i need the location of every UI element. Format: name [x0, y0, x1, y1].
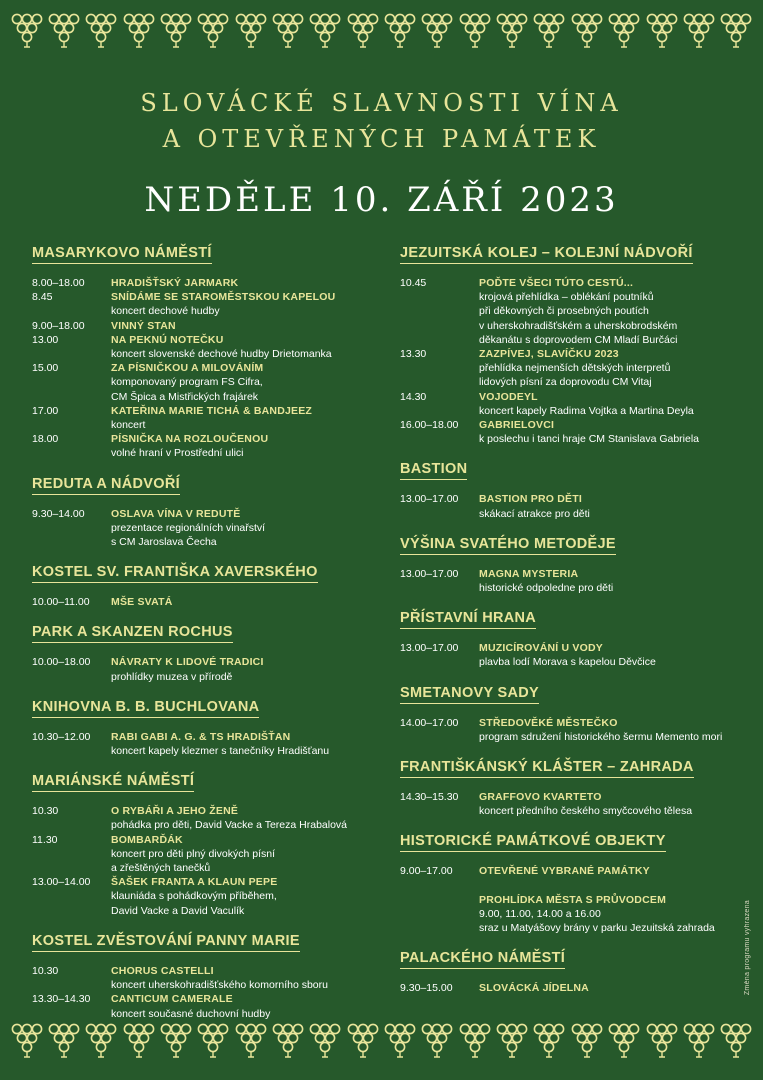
event-name: OTEVŘENÉ VYBRANÉ PAMÁTKY	[479, 865, 650, 878]
event-time: 14.00–17.00	[400, 716, 459, 729]
event-description: koncert současné duchovní hudby	[111, 1007, 271, 1020]
event-name: VINNÝ STAN	[111, 319, 176, 332]
event-row	[32, 507, 372, 550]
grape-cluster-icon	[10, 11, 44, 49]
event-description: prezentace regionálních vinařství	[111, 521, 266, 534]
event-description: klauniáda s pohádkovým příběhem,	[111, 890, 277, 903]
event-name: NA PEKNÚ NOTEČKU	[111, 333, 224, 346]
festival-date: NEDĚLE 10. ZÁŘÍ 2023	[144, 180, 619, 220]
event-time: 13.00	[32, 333, 59, 346]
event-name: GRAFFOVO KVARTETO	[479, 791, 602, 804]
venue-title: JEZUITSKÁ KOLEJ – KOLEJNÍ NÁDVOŘÍ	[400, 244, 693, 264]
event-name	[479, 879, 740, 893]
event-row	[400, 347, 740, 390]
event-description: koncert předního českého smyčcového tělesa	[479, 805, 693, 818]
venue-section	[32, 698, 372, 758]
event-description: koncert dechové hudby	[111, 305, 220, 318]
event-row	[400, 879, 740, 893]
grape-cluster-icon	[84, 11, 118, 49]
grape-cluster-icon	[570, 11, 604, 49]
event-time: 13.30–14.30	[32, 993, 91, 1006]
event-description: pohádka pro děti, David Vacke a Tereza Hrabalová	[111, 819, 348, 832]
event-description: koncert pro děti plný divokých písní	[111, 847, 276, 860]
event-name: SLOVÁCKÁ JÍDELNA	[479, 982, 589, 995]
event-description: historické odpoledne pro děti	[479, 582, 614, 595]
event-name: POĎTE VŠECI TÚTO CESTÚ...	[479, 277, 634, 289]
event-time: 10.45	[400, 277, 427, 289]
venue-section	[400, 609, 740, 669]
grape-cluster-icon	[719, 1021, 753, 1059]
event-time	[400, 879, 479, 893]
event-description: lidových písní za doprovodu CM Vitaj	[479, 376, 652, 389]
event-name: ŠAŠEK FRANTA A KLAUN PEPE	[111, 876, 278, 889]
grape-cluster-icon	[47, 11, 81, 49]
grape-cluster-icon	[420, 11, 454, 49]
grape-cluster-icon	[495, 11, 529, 49]
event-row	[32, 833, 372, 876]
event-description: program sdružení historického šermu Memento mori	[479, 730, 723, 743]
event-row	[400, 981, 740, 995]
event-time: 17.00	[32, 404, 59, 417]
event-description: David Vacke a David Vaculík	[111, 904, 245, 917]
grape-cluster-icon	[532, 11, 566, 49]
event-time: 13.30	[400, 348, 427, 361]
festival-title-line1: SLOVÁCKÉ SLAVNOSTI VÍNA	[140, 89, 623, 117]
event-time: 9.00–18.00	[32, 319, 85, 332]
event-row	[32, 875, 372, 918]
event-description: k poslechu i tanci hraje CM Stanislava Gabriela	[479, 433, 700, 446]
event-description: koncert kapely Radima Vojtka a Martina Deyla	[479, 404, 694, 417]
event-name: HRADIŠŤSKÝ JARMARK	[111, 277, 239, 289]
event-description: v uherskohradišťském a uherskobrodském	[479, 319, 678, 332]
venue-title: HISTORICKÉ PAMÁTKOVÉ OBJEKTY	[400, 832, 666, 852]
venue-title: FRANTIŠKÁNSKÝ KLÁŠTER – ZAHRADA	[400, 758, 694, 778]
event-description: krojová přehlídka – oblékání poutníků	[479, 291, 654, 304]
venue-section	[32, 932, 372, 1021]
grape-cluster-icon	[159, 11, 193, 49]
event-time: 10.30	[32, 964, 59, 977]
event-row	[32, 290, 372, 318]
event-time	[400, 893, 479, 936]
event-row	[32, 404, 372, 432]
venue-title: MASARYKOVO NÁMĚSTÍ	[32, 244, 212, 264]
event-time: 11.30	[32, 833, 58, 846]
event-name: MŠE SVATÁ	[111, 596, 173, 609]
grape-cluster-icon	[570, 1021, 604, 1059]
grape-cluster-icon	[607, 11, 641, 49]
event-time: 10.00–11.00	[32, 596, 90, 609]
grape-cluster-icon	[682, 11, 716, 49]
event-row	[32, 361, 372, 404]
event-row	[32, 804, 372, 832]
venue-section	[400, 535, 740, 595]
event-name: O RYBÁŘI A JEHO ŽENĚ	[111, 805, 239, 818]
event-description: koncert slovenské dechové hudby Drietomanka	[111, 348, 332, 361]
venue-section	[400, 244, 740, 446]
venue-title: PŘÍSTAVNÍ HRANA	[400, 609, 536, 629]
event-name: PROHLÍDKA MĚSTA S PRŮVODCEM	[479, 893, 667, 906]
event-description: koncert uherskohradišťského komorního sboru	[111, 979, 328, 992]
event-row	[32, 276, 372, 290]
event-time: 9.00–17.00	[400, 865, 453, 878]
side-note: Změna programu vyhrazena	[744, 900, 751, 996]
event-name: SNÍDÁME SE STAROMĚSTSKOU KAPELOU	[111, 291, 336, 304]
venue-section	[32, 772, 372, 918]
event-name: NÁVRATY K LIDOVÉ TRADICI	[111, 656, 264, 669]
event-name: ZA PÍSNIČKOU A MILOVÁNÍM	[111, 362, 264, 375]
event-row	[32, 992, 372, 1020]
event-name: CHORUS CASTELLI	[111, 964, 214, 977]
left-column	[32, 244, 372, 1035]
event-description: prohlídky muzea v přírodě	[111, 670, 233, 683]
grape-cluster-icon	[383, 11, 417, 49]
grape-cluster-icon	[645, 11, 679, 49]
event-time: 13.00–17.00	[400, 493, 459, 506]
venue-section	[400, 684, 740, 744]
venue-section	[32, 244, 372, 461]
event-time: 13.00–14.00	[32, 876, 91, 889]
venue-section	[32, 475, 372, 550]
event-row	[400, 276, 740, 347]
venue-title: KOSTEL SV. FRANTIŠKA XAVERSKÉHO	[32, 563, 318, 583]
venue-section	[32, 623, 372, 683]
event-time: 9.30–15.00	[400, 982, 453, 995]
event-row	[32, 730, 372, 758]
grape-cluster-icon	[532, 1021, 566, 1059]
event-time: 13.00–17.00	[400, 567, 459, 580]
event-row	[400, 492, 740, 520]
event-description: a zřeštěných tanečků	[111, 862, 211, 875]
venue-title: BASTION	[400, 460, 467, 480]
event-time: 10.30	[32, 805, 59, 818]
event-description: děkanátu s doprovodem CM Mladí Burčáci	[479, 333, 678, 346]
grape-cluster-icon	[495, 1021, 529, 1059]
grape-cluster-icon	[719, 11, 753, 49]
grape-cluster-icon	[346, 11, 380, 49]
event-name: VOJODEYL	[479, 390, 538, 403]
event-row	[400, 390, 740, 418]
event-row	[32, 319, 372, 333]
venue-title: VÝŠINA SVATÉHO METODĚJE	[400, 535, 616, 555]
event-time: 16.00–18.00	[400, 419, 459, 432]
event-description: s CM Jaroslava Čecha	[111, 536, 217, 549]
event-name: BASTION PRO DĚTI	[479, 493, 582, 506]
event-description: koncert	[111, 419, 146, 432]
event-time: 14.30	[400, 390, 427, 403]
event-row	[400, 864, 740, 878]
top-grape-border	[0, 8, 763, 52]
event-name: CANTICUM CAMERALE	[111, 993, 233, 1006]
event-row	[400, 716, 740, 744]
event-row	[32, 333, 372, 361]
event-name: MAGNA MYSTERIA	[479, 567, 579, 580]
right-column	[400, 244, 740, 1009]
venue-title: PALACKÉHO NÁMĚSTÍ	[400, 949, 565, 969]
event-row	[400, 567, 740, 595]
venue-title: PARK A SKANZEN ROCHUS	[32, 623, 233, 643]
grape-cluster-icon	[271, 11, 305, 49]
event-time: 18.00	[32, 433, 59, 446]
event-name: STŘEDOVĚKÉ MĚSTEČKO	[479, 716, 618, 729]
event-row	[400, 790, 740, 818]
venue-title: SMETANOVY SADY	[400, 684, 539, 704]
grape-cluster-icon	[607, 1021, 641, 1059]
event-name: RABI GABI A. G. & TS HRADIŠŤAN	[111, 730, 291, 743]
venue-section	[400, 460, 740, 520]
event-time: 9.30–14.00	[32, 507, 85, 520]
event-description: CM Špica a Mistřických frajárek	[111, 390, 259, 403]
venue-title: KOSTEL ZVĚSTOVÁNÍ PANNY MARIE	[32, 932, 300, 952]
event-row	[400, 893, 740, 936]
grape-cluster-icon	[234, 11, 268, 49]
event-description: sraz u Matyášovy brány v parku Jezuitská zahrada	[479, 922, 715, 935]
event-name: ZAZPÍVEJ, SLAVÍČKU 2023	[479, 348, 619, 361]
event-name: GABRIELOVCI	[479, 419, 555, 432]
grape-cluster-icon	[458, 11, 492, 49]
venue-title: REDUTA A NÁDVOŘÍ	[32, 475, 180, 495]
event-description: volné hraní v Prostřední ulici	[111, 447, 244, 460]
event-row	[400, 418, 740, 446]
venue-title: KNIHOVNA B. B. BUCHLOVANA	[32, 698, 259, 718]
event-name: BOMBARĎÁK	[111, 833, 183, 846]
event-description: komponovaný program FS Cifra,	[111, 376, 263, 389]
event-time: 10.30–12.00	[32, 730, 91, 743]
grape-cluster-icon	[308, 11, 342, 49]
venue-title: MARIÁNSKÉ NÁMĚSTÍ	[32, 772, 194, 792]
event-row	[32, 964, 372, 992]
event-row	[32, 432, 372, 460]
event-name: PÍSNIČKA NA ROZLOUČENOU	[111, 433, 269, 446]
grape-cluster-icon	[682, 1021, 716, 1059]
venue-section	[400, 758, 740, 818]
event-time: 8.45	[32, 291, 53, 304]
grape-cluster-icon	[383, 1021, 417, 1059]
event-description: 9.00, 11.00, 14.00 a 16.00	[479, 907, 601, 920]
grape-cluster-icon	[122, 11, 156, 49]
event-description: při děkovných či prosebných poutích	[479, 305, 649, 318]
event-description: skákací atrakce pro děti	[479, 507, 590, 520]
event-description: koncert kapely klezmer s tanečníky Hradišťanu	[111, 745, 330, 758]
event-time: 10.00–18.00	[32, 656, 91, 669]
event-time: 13.00–17.00	[400, 642, 459, 655]
event-name: OSLAVA VÍNA V REDUTĚ	[111, 507, 241, 520]
event-row	[32, 595, 372, 609]
event-row	[32, 655, 372, 683]
event-description: přehlídka nejmenších dětských interpretů	[479, 362, 671, 375]
festival-title-line2: A OTEVŘENÝCH PAMÁTEK	[162, 125, 601, 153]
event-row	[400, 641, 740, 669]
event-name: MUZICÍROVÁNÍ U VODY	[479, 642, 603, 655]
grape-cluster-icon	[196, 11, 230, 49]
event-time: 14.30–15.30	[400, 791, 459, 804]
event-time: 15.00	[32, 362, 59, 375]
grape-cluster-icon	[458, 1021, 492, 1059]
event-name: KATEŘINA MARIE TICHÁ & BANDJEEZ	[111, 404, 313, 417]
venue-section	[400, 832, 740, 935]
grape-cluster-icon	[645, 1021, 679, 1059]
grape-cluster-icon	[420, 1021, 454, 1059]
venue-section	[400, 949, 740, 995]
event-time: 8.00–18.00	[32, 277, 85, 289]
venue-section	[32, 563, 372, 609]
event-description: plavba lodí Morava s kapelou Děvčice	[479, 656, 656, 669]
